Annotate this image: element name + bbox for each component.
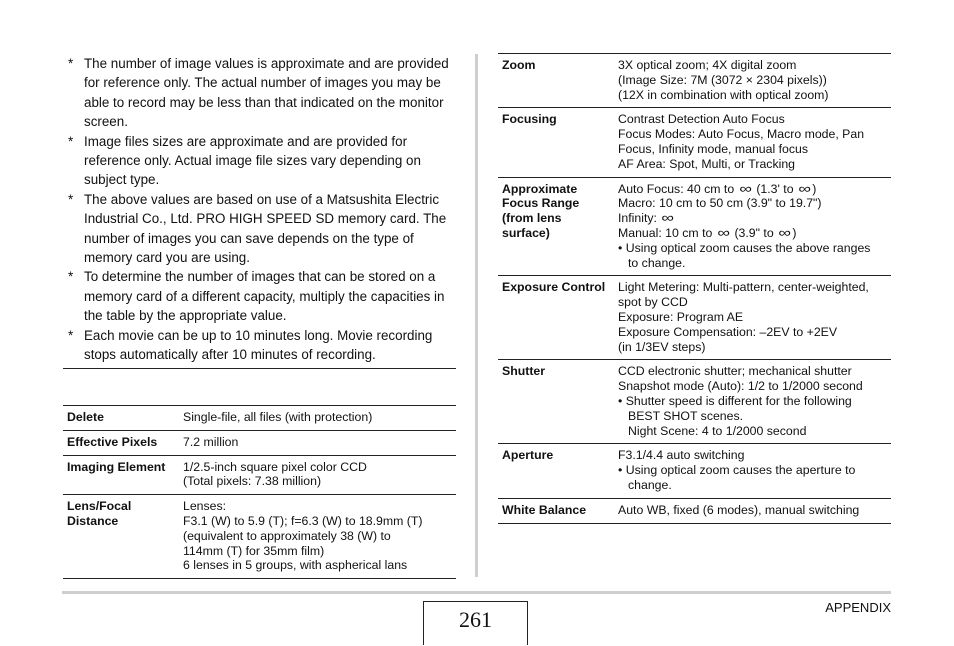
spec-value [179,455,456,495]
spec-value [614,54,891,108]
spec-value [614,177,891,276]
spec-line: Auto WB, fixed (6 modes), manual switching [618,502,860,517]
spec-label: White Balance [498,498,614,523]
infinity-symbol: ∞ [798,180,811,196]
spec-value [614,444,891,498]
spec-line: Focus, Infinity mode, manual focus [618,141,809,156]
note-text: To determine the number of images that can be stored on a memory card of a different capacity, multiply the capacities in the table by the appropriate value. [84,269,445,324]
spec-line: Macro: 10 cm to 50 cm (3.9" to 19.7") [618,196,822,211]
spec-line: 6 lenses in 5 groups, with aspherical lans [183,558,408,573]
asterisk-bullet: * [68,327,74,343]
spec-row [63,430,456,455]
spec-line: (Image Size: 7M (3072 × 2304 pixels)) [618,72,827,87]
spec-line: to change. [628,255,686,270]
infinity-symbol: ∞ [717,224,730,240]
spec-line: BEST SHOT scenes. [628,408,744,423]
spec-line: Exposure Compensation: –2EV to +2EV [618,324,838,339]
spec-row [498,177,891,276]
spec-line [618,182,887,197]
spec-label: Effective Pixels [63,430,179,455]
spec-line: 114mm (T) for 35mm film) [183,543,325,558]
spec-line: Night Scene: 4 to 1/2000 second [628,423,807,438]
spec-text: ) [812,181,817,196]
asterisk-bullet: * [68,191,74,207]
spec-line: (12X in combination with optical zoom) [618,87,829,102]
spec-line: (in 1/3EV steps) [618,339,706,354]
spec-line: (Total pixels: 7.38 million) [183,474,322,489]
notes-divider [63,368,456,369]
spec-line: F3.1 (W) to 5.9 (T); f=6.3 (W) to 18.9mm (T) [183,513,423,528]
note-text: Image files sizes are approximate and are provided for reference only. Actual image file sizes vary depending on subject type. [84,133,421,188]
note-text: The above values are based on use of a Matsushita Electric Industrial Co., Ltd. PRO HIGH SPEED SD memory card. The number of images you can save depends on the type of memory card you are using. [84,191,447,266]
note-item [63,132,456,190]
note-item [63,267,456,325]
spec-line [618,226,887,241]
spec-line [618,211,887,226]
spec-row [63,495,456,579]
spec-line: (equivalent to approximately 38 (W) to [183,528,391,543]
spec-row [498,54,891,108]
spec-value [614,498,891,523]
infinity-symbol: ∞ [661,210,675,226]
page-number: 261 [459,607,492,632]
spec-line: Contrast Detection Auto Focus [618,112,785,127]
infinity-symbol: ∞ [739,180,752,196]
spec-value [179,406,456,431]
spec-row [63,455,456,495]
spec-line: AF Area: Spot, Multi, or Tracking [618,156,796,171]
spec-value [614,108,891,177]
spec-line: Single-file, all files (with protection) [183,410,373,424]
spec-label: Approximate Focus Range (from lens surface) [498,177,614,276]
spec-line: F3.1/4.4 auto switching [618,448,745,463]
spec-line: spot by CCD [618,295,688,310]
footer-divider [62,591,891,594]
spec-line: Focus Modes: Auto Focus, Macro mode, Pan [618,127,865,142]
spec-value [179,430,456,455]
spec-line: 1/2.5-inch square pixel color CCD [183,459,367,474]
spec-label: Lens/Focal Distance [63,495,179,579]
spec-label: Focusing [498,108,614,177]
note-item [63,190,456,268]
spec-line: Exposure: Program AE [618,309,744,324]
spec-value [614,360,891,444]
spec-line: Lenses: [183,499,227,514]
spec-label: Zoom [498,54,614,108]
spec-label: Aperture [498,444,614,498]
spec-label: Delete [63,406,179,431]
spec-text: Infinity: [618,211,657,226]
spec-line: • Shutter speed is different for the following [618,393,852,408]
section-label: APPENDIX [825,600,891,615]
notes-list [63,54,456,365]
spec-label: Exposure Control [498,276,614,360]
note-item [63,54,456,132]
spec-row [498,108,891,177]
spec-line: 7.2 million [183,434,239,449]
spec-label: Shutter [498,360,614,444]
spec-text: ) [792,225,797,240]
spec-value [179,495,456,579]
note-text: The number of image values is approximate and are provided for reference only. The actual number of images you may be able to record may be less than that indicated on the monitor screen. [84,56,449,130]
spec-row [498,444,891,498]
spec-line: change. [628,477,672,492]
note-item [63,326,456,365]
asterisk-bullet: * [68,269,74,285]
left-spec-table [63,405,456,579]
spec-text: (3.9" to [734,225,774,240]
spec-row [498,276,891,360]
spec-line: Light Metering: Multi-pattern, center-weighted, [618,280,869,295]
spec-row [63,406,456,431]
spec-line: CCD electronic shutter; mechanical shutter [618,364,852,379]
spec-row [498,498,891,523]
spec-line: Snapshot mode (Auto): 1/2 to 1/2000 second [618,379,863,394]
column-divider [475,54,478,577]
spec-row [498,360,891,444]
asterisk-bullet: * [68,133,74,149]
spec-line: • Using optical zoom causes the above ranges [618,240,871,255]
spec-text: (1.3' to [756,181,794,196]
spec-text: Auto Focus: 40 cm to [618,181,735,196]
spec-text: Manual: 10 cm to [618,225,713,240]
right-spec-table [498,53,891,524]
infinity-symbol: ∞ [778,224,792,240]
spec-label: Imaging Element [63,455,179,495]
spec-value [614,276,891,360]
note-text: Each movie can be up to 10 minutes long. Movie recording stops automatically after 10 minutes of recording. [84,327,433,363]
spec-line: • Using optical zoom causes the aperture to [618,463,856,478]
spec-line: 3X optical zoom; 4X digital zoom [618,58,797,72]
asterisk-bullet: * [68,56,74,71]
